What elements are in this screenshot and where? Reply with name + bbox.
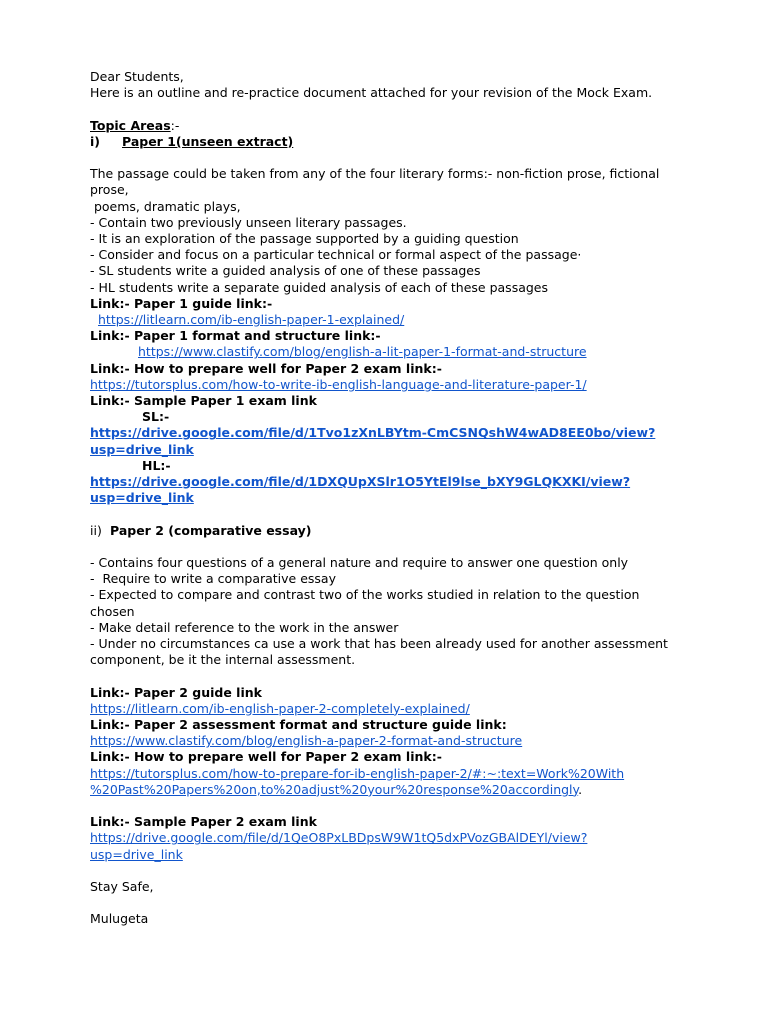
paper2-bullet: - Require to write a comparative essay [90,571,336,587]
paper1-format-label: Link:- Paper 1 format and structure link:- [90,328,381,344]
paper2-title: Paper 2 (comparative essay) [110,522,312,538]
closing: Stay Safe, [90,879,154,895]
paper1-desc-line3: poems, dramatic plays, [90,198,241,214]
paper2-sample-line1 [90,830,690,846]
topic-areas-suffix: :- [170,117,180,133]
paper2-bullet: - Under no circumstances ca use a work that has been already used for another assessment [90,636,668,652]
paper2-guide-label: Link:- Paper 2 guide link [90,684,262,700]
hl-link-line2 [90,490,690,506]
topic-areas-label: Topic Areas [90,117,171,133]
paper2-number: ii) [90,522,102,538]
paper2-bullet: - Expected to compare and contrast two of the works studied in relation to the question [90,587,640,603]
topic-areas-heading [90,118,690,134]
paper2-heading [90,523,690,539]
paper2-bullet: - Contains four questions of a general nature and require to answer one question only [90,555,629,571]
hl-sample-link[interactable]: https://drive.google.com/file/d/1DXQUpXSlr1O5YtEl9lse_bXY9GLQKXKI/view? [90,474,631,490]
paper1-sample-label: Link:- Sample Paper 1 exam link [90,393,317,409]
paper1-format-line [90,344,690,360]
intro-text: Here is an outline and re-practice document attached for your revision of the Mock Exam. [90,85,653,101]
sl-link-line2 [90,442,690,458]
paper2-prepare-link-cont[interactable]: %20Past%20Papers%20on,to%20adjust%20your%20response%20accordingly [90,781,579,797]
paper2-prepare-line2 [90,782,690,798]
paper2-prepare-label: Link:- How to prepare well for Paper 2 exam link:- [90,749,442,765]
paper2-sample-link[interactable]: https://drive.google.com/file/d/1QeO8PxLBDpsW9W1tQ5dxPVozGBAlDEYl/view? [90,830,588,846]
sl-sample-link[interactable]: https://drive.google.com/file/d/1Tvo1zXnLBYtm-CmCSNQshW4wAD8EE0bo/view? [90,425,656,441]
paper2-prepare-line1 [90,766,690,782]
paper2-bullet-cont: component, be it the internal assessment. [90,652,356,668]
sl-sample-link-cont[interactable]: usp=drive_link [90,441,194,457]
paper1-guide-line [90,312,690,328]
paper2-sample-line2 [90,847,690,863]
paper2-sample-label: Link:- Sample Paper 2 exam link [90,814,317,830]
paper1-prepare-label: Link:- How to prepare well for Paper 2 exam link:- [90,360,442,376]
paper1-prepare-link[interactable]: https://tutorsplus.com/how-to-write-ib-english-language-and-literature-paper-1/ [90,376,587,392]
paper1-prepare-line [90,377,690,393]
paper2-bullet-cont: chosen [90,603,135,619]
sl-link-line1 [90,425,690,441]
paper1-bullet: - HL students write a separate guided analysis of each of these passages [90,279,549,295]
signature: Mulugeta [90,911,149,927]
paper1-bullet: - Contain two previously unseen literary passages. [90,214,407,230]
paper1-heading [90,134,690,150]
paper1-guide-label: Link:- Paper 1 guide link:- [90,295,273,311]
paper1-guide-link[interactable]: https://litlearn.com/ib-english-paper-1-explained/ [98,312,405,328]
paper1-number: i) [90,133,100,149]
paper1-desc-line1: The passage could be taken from any of the four literary forms:- non-fiction prose, fictional [90,166,660,182]
sl-label: SL:- [142,409,170,425]
hl-sample-link-cont[interactable]: usp=drive_link [90,490,194,506]
paper2-format-link[interactable]: https://www.clastify.com/blog/english-a-paper-2-format-and-structure [90,733,523,749]
paper2-format-label: Link:- Paper 2 assessment format and structure guide link: [90,717,507,733]
paper2-guide-link[interactable]: https://litlearn.com/ib-english-paper-2-completely-explained/ [90,700,470,716]
paper2-prepare-link[interactable]: https://tutorsplus.com/how-to-prepare-for-ib-english-paper-2/#:~:text=Work%20With [90,765,625,781]
paper1-format-link[interactable]: https://www.clastify.com/blog/english-a-lit-paper-1-format-and-structure [138,344,587,360]
paper1-bullet: - It is an exploration of the passage supported by a guiding question [90,231,519,246]
paper2-prepare-period: . [578,781,583,797]
paper1-bullet: - Consider and focus on a particular technical or formal aspect of the passage· [90,247,582,263]
document-body [90,69,690,928]
paper2-bullet: - Make detail reference to the work in the answer [90,619,399,635]
paper1-title: Paper 1(unseen extract) [122,133,294,149]
greeting: Dear Students, [90,69,184,84]
paper2-guide-line [90,701,690,717]
hl-label: HL:- [142,457,171,473]
paper2-format-line [90,733,690,749]
paper2-sample-link-cont[interactable]: usp=drive_link [90,846,183,862]
paper1-desc-line2: prose, [90,182,129,198]
paper1-bullet: - SL students write a guided analysis of one of these passages [90,263,481,279]
hl-link-line1 [90,474,690,490]
